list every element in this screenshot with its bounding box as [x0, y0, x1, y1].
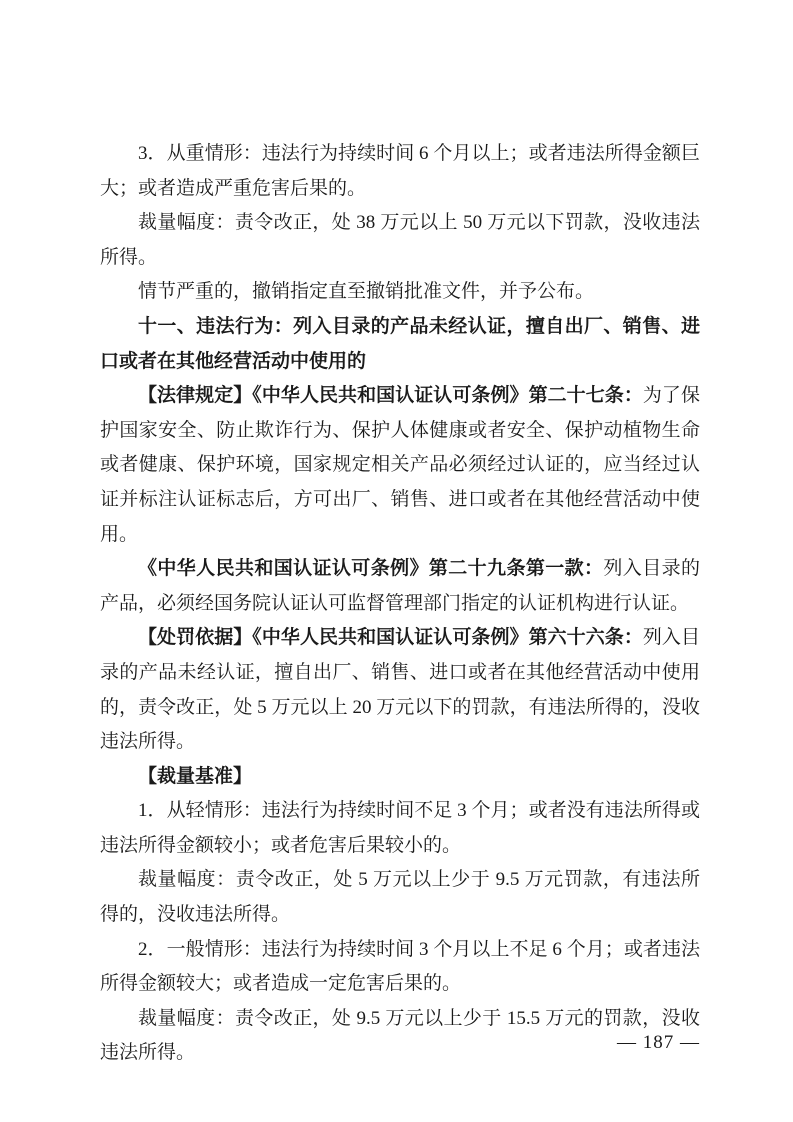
paragraph-text: 为了保护国家安全、防止欺诈行为、保护人体健康或者安全、保护动植物生命或者健康、保护环境，国家规定相关产品必须经过认证的，应当经过认证并标注认证标志后，方可出厂、销售、进口或者在其他经营活动中使用。	[100, 385, 700, 545]
paragraph-2-general	[100, 933, 700, 1002]
paragraph-text: 裁量幅度：责令改正，处 9.5 万元以上少于 15.5 万元的罚款，没收违法所得。	[100, 1007, 700, 1064]
page-number: — 187 —	[617, 1032, 700, 1053]
legal-basis-label: 【法律规定】《中华人民共和国认证认可条例》第二十七条：	[138, 385, 643, 407]
paragraph-1-lenient	[100, 794, 700, 863]
penalty-basis-label: 【处罚依据】《中华人民共和国认证认可条例》第六十六条：	[138, 627, 643, 649]
paragraph-penalty-range-aggravating	[100, 206, 700, 275]
paragraph-penalty-range-lenient	[100, 863, 700, 932]
paragraph-text: 列入目录的产品未经认证，擅自出厂、销售、进口或者在其他经营活动中使用的，责令改正，处 5 万元以上 20 万元以下的罚款，有违法所得的，没收违法所得。	[100, 627, 700, 753]
paragraph-text: 列入目录的产品，必须经国务院认证认可监督管理部门指定的认证机构进行认证。	[100, 558, 700, 614]
paragraph-text: 情节严重的，撤销指定直至撤销批准文件，并予公布。	[138, 281, 595, 303]
article-29-label: 《中华人民共和国认证认可条例》第二十九条第一款：	[138, 558, 604, 580]
heading-violation-11	[100, 310, 700, 379]
paragraph-text: 裁量幅度：责令改正，处 5 万元以上少于 9.5 万元罚款，有违法所得的，没收违法所得。	[100, 869, 700, 926]
heading-text: 【裁量基准】	[138, 765, 253, 787]
paragraph-penalty-range-general	[100, 1002, 700, 1071]
paragraph-legal-basis-article-27	[100, 379, 700, 552]
paragraph-text: 2．一般情形：违法行为持续时间 3 个月以上不足 6 个月；或者违法所得金额较大；或者造成一定危害后果的。	[100, 938, 700, 995]
heading-discretion-benchmark	[100, 760, 700, 795]
paragraph-serious-circumstance	[100, 275, 700, 310]
heading-text: 十一、违法行为：列入目录的产品未经认证，擅自出厂、销售、进口或者在其他经营活动中使用的	[100, 315, 700, 372]
paragraph-3-aggravating	[100, 137, 700, 206]
paragraph-text: 1．从轻情形：违法行为持续时间不足 3 个月；或者没有违法所得或违法所得金额较小；或者危害后果较小的。	[100, 800, 700, 856]
paragraph-text: 裁量幅度：责令改正，处 38 万元以上 50 万元以下罚款，没收违法所得。	[100, 212, 700, 268]
paragraph-article-29	[100, 552, 700, 621]
paragraph-text: 3．从重情形：违法行为持续时间 6 个月以上；或者违法所得金额巨大；或者造成严重危害后果的。	[100, 143, 700, 199]
paragraph-penalty-basis-article-66	[100, 621, 700, 759]
